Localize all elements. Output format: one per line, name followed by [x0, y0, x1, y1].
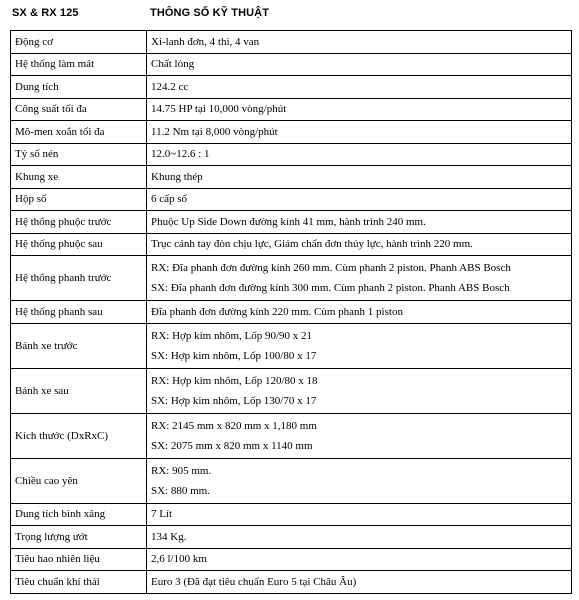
spec-value: RX: Đĩa phanh đơn đường kính 260 mm. Cùm phanh 2 piston. Phanh ABS Bosch [151, 262, 511, 274]
spec-value-cell [147, 526, 572, 549]
spec-value-cell [147, 31, 572, 54]
spec-value-cell [147, 98, 572, 121]
spec-label: Hộp số [11, 188, 147, 211]
spec-value: 12.0~12.6 : 1 [151, 148, 210, 161]
spec-row [11, 143, 572, 166]
spec-row [11, 53, 572, 76]
spec-value-cell [147, 301, 572, 324]
spec-value: SX: 2075 mm x 820 mm x 1140 mm [151, 439, 313, 452]
spec-row [11, 526, 572, 549]
spec-label: Hệ thống phuộc sau [11, 233, 147, 256]
spec-label: Hệ thống phanh trước [11, 256, 147, 301]
spec-row [11, 31, 572, 54]
spec-value-cell [147, 211, 572, 234]
spec-value: Phuộc Up Side Down đường kính 41 mm, hành trình 240 mm. [151, 215, 426, 228]
spec-value: SX: Hợp kim nhôm, Lốp 130/70 x 17 [151, 394, 317, 407]
spec-row [11, 548, 572, 571]
spec-value-cell [147, 548, 572, 571]
spec-value-cell [147, 121, 572, 144]
spec-value: SX: 880 mm. [151, 484, 210, 497]
spec-value: Đĩa phanh đơn đường kính 220 mm. Cùm phanh 1 piston [151, 305, 403, 318]
spec-value: SX: Đĩa phanh đơn đường kính 300 mm. Cùm phanh 2 piston. Phanh ABS Bosch [151, 282, 510, 294]
spec-row [11, 98, 572, 121]
spec-value: RX: 2145 mm x 820 mm x 1,180 mm [151, 419, 317, 432]
spec-row [11, 76, 572, 99]
spec-row [11, 413, 572, 458]
spec-row [11, 458, 572, 503]
spec-label: Bánh xe sau [11, 368, 147, 413]
model-title: SX & RX 125 [12, 7, 79, 19]
spec-label: Tiêu chuẩn khí thải [11, 571, 147, 594]
spec-value: Khung thép [151, 170, 203, 183]
spec-label: Kích thước (DxRxC) [11, 413, 147, 458]
spec-value-cell [147, 53, 572, 76]
spec-label: Tiêu hao nhiên liệu [11, 548, 147, 571]
spec-label: Động cơ [11, 31, 147, 54]
spec-label: Công suất tối đa [11, 98, 147, 121]
spec-value-cell [147, 458, 572, 503]
spec-row [11, 233, 572, 256]
spec-row [11, 211, 572, 234]
spec-table [10, 30, 572, 594]
spec-label: Tỷ số nén [11, 143, 147, 166]
spec-label: Hệ thống làm mát [11, 53, 147, 76]
spec-value-cell [147, 503, 572, 526]
spec-row [11, 121, 572, 144]
spec-row [11, 323, 572, 368]
spec-label: Chiều cao yên [11, 458, 147, 503]
spec-value: Euro 3 (Đã đạt tiêu chuẩn Euro 5 tại Châu Âu) [151, 575, 357, 588]
spec-value-cell [147, 143, 572, 166]
spec-value: 11.2 Nm tại 8,000 vòng/phút [151, 125, 278, 138]
spec-value: 134 Kg. [151, 530, 187, 543]
spec-title: THÔNG SỐ KỸ THUẬT [150, 7, 270, 19]
spec-value: 14.75 HP tại 10,000 vòng/phút [151, 103, 287, 116]
spec-value: RX: 905 mm. [151, 464, 212, 477]
spec-row [11, 256, 572, 301]
spec-label: Hệ thống phuộc trước [11, 211, 147, 234]
spec-table-body [11, 31, 572, 594]
spec-row [11, 368, 572, 413]
spec-value: 124.2 cc [151, 80, 189, 93]
spec-header [0, 0, 579, 28]
spec-label: Trọng lượng ướt [11, 526, 147, 549]
spec-row [11, 166, 572, 189]
spec-row [11, 571, 572, 594]
spec-value: 2,6 l/100 km [151, 553, 207, 566]
spec-value-cell [147, 188, 572, 211]
spec-value: 6 cấp số [151, 193, 188, 206]
spec-value-cell [147, 233, 572, 256]
spec-row [11, 188, 572, 211]
spec-value: 7 Lít [151, 508, 173, 521]
spec-value-cell [147, 368, 572, 413]
spec-value-cell [147, 413, 572, 458]
spec-label: Dung tích [11, 76, 147, 99]
spec-label: Bánh xe trước [11, 323, 147, 368]
spec-value: Trục cánh tay đòn chịu lực, Giảm chấn đơn thủy lực, hành trình 220 mm. [151, 238, 473, 251]
spec-value: Xi-lanh đơn, 4 thì, 4 van [151, 35, 260, 48]
spec-value-cell [147, 166, 572, 189]
spec-label: Mô-men xoắn tối đa [11, 121, 147, 144]
spec-row [11, 301, 572, 324]
spec-value: SX: Hợp kim nhôm, Lốp 100/80 x 17 [151, 349, 317, 362]
spec-label: Hệ thống phanh sau [11, 301, 147, 324]
spec-row [11, 503, 572, 526]
spec-value: Chất lỏng [151, 58, 195, 71]
spec-value: RX: Hợp kim nhôm, Lốp 120/80 x 18 [151, 374, 318, 387]
spec-value-cell [147, 76, 572, 99]
spec-value: RX: Hợp kim nhôm, Lốp 90/90 x 21 [151, 329, 313, 342]
spec-value-cell [147, 571, 572, 594]
spec-value-cell [147, 256, 572, 301]
spec-value-cell [147, 323, 572, 368]
spec-label: Dung tích bình xăng [11, 503, 147, 526]
spec-label: Khung xe [11, 166, 147, 189]
